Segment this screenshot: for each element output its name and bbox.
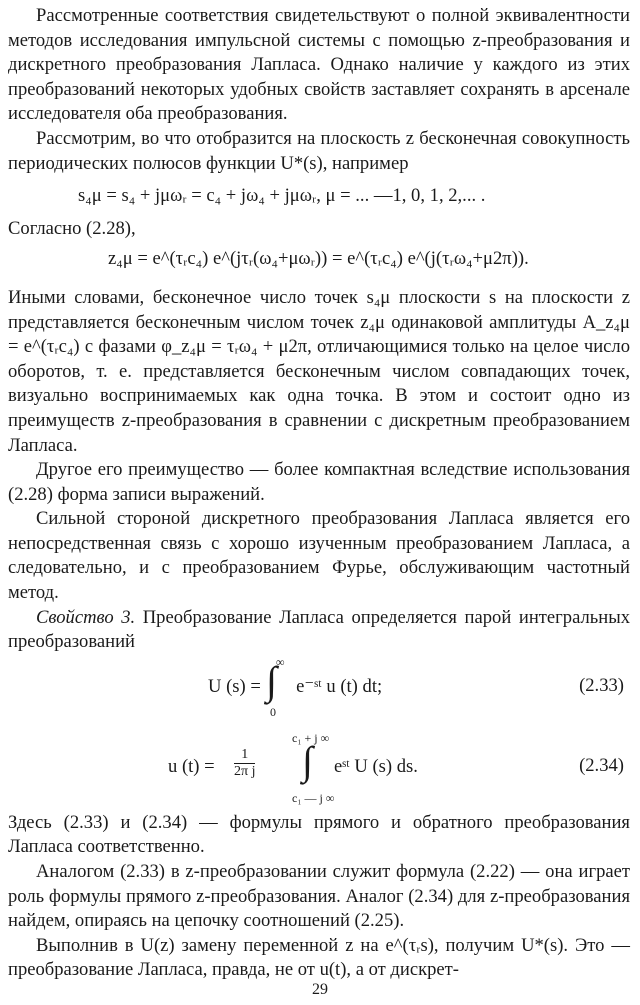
paragraph-equivalence: Рассмотренные соответствия свидетельствуют о полной эквивалентности методов исследования импульсной системы с помощью z-преобразования и дискретного преобразования Лапласа. Однако наличие у каждого из этих преобразований некоторых удобных свойств заставляет сохранять в арсенале исследователя оба преобразования. — [8, 5, 630, 125]
paragraph-property-3 — [8, 606, 630, 655]
eq2-lower-limit: c₁ — j ∞ — [292, 790, 335, 805]
paragraph-poles: Рассмотрим, во что отобразится на плоскость z бесконечная совокупность периодических полюсов функции U*(s), например — [8, 127, 630, 174]
eq1-lower-limit: 0 — [270, 704, 276, 719]
equation-2-33-body — [208, 675, 382, 700]
integral-sign-1: ∫ — [266, 657, 277, 703]
equation-number-2-33: (2.33) — [579, 674, 624, 696]
eq2-right: eˢᵗ U (s) ds. — [333, 755, 418, 777]
property-label: Свойство 3. — [36, 606, 136, 628]
paragraph-here: Здесь (2.33) и (2.34) — формулы прямого и обратного преобразования Лапласа соответственно. — [8, 811, 630, 858]
formula-z4mu: z₄μ = e^(τᵣc₄) e^(jτᵣ(ω₄+μωᵣ)) = e^(τᵣc₄) e^(j(τᵣω₄+μ2π)). — [108, 248, 529, 270]
paragraph-strength: Сильной стороной дискретного преобразования Лапласа является его непосредственная связь с хорошо изученным преобразованием Лапласа, а следовательно, и с преобразованием Фурье, обслуживающим частотный метод. — [8, 508, 630, 604]
property-text: Преобразование Лапласа определяется парой интегральных преобразований — [8, 606, 630, 653]
paragraph-substitution: Выполнив в U(z) замену переменной z на e^(τᵣs), получим U*(s). Это — преобразование Лапласа, правда, не от u(t), а от дискрет- — [8, 934, 630, 981]
equation-2-34-body — [168, 755, 418, 780]
paragraph-infinite-points: Иными словами, бесконечное число точек s₄μ плоскости s на плоскости z представляется бесконечным числом точек z₄μ одинаковой амплитуды A_z₄μ = e^(τᵣc₄) с фазами φ_z₄μ = τᵣω₄ + μ2π, отличающимися только на целое число оборотов, т. е. представляется бесконечным числом совпадающих точек, визуально воспринимаемых как одна точка. В этом и состоит одно из преимуществ z-преобразования в сравнении с дискретным преобразованием Лапласа. — [8, 286, 630, 456]
eq1-left: U (s) = — [208, 675, 261, 697]
equation-2-34 — [8, 729, 630, 811]
eq2-upper-limit: c₁ + j ∞ — [292, 730, 330, 745]
eq2-frac-numerator: 1 — [234, 747, 255, 764]
eq1-right: e⁻ˢᵗ u (t) dt; — [296, 675, 383, 697]
integral-sign-2: ∫ — [302, 737, 313, 783]
paragraph-according: Согласно (2.28), — [8, 217, 136, 239]
equation-2-33 — [8, 655, 630, 725]
eq2-fraction — [234, 747, 255, 780]
eq2-left: u (t) = — [168, 755, 215, 777]
eq1-upper-limit: ∞ — [276, 654, 285, 669]
paragraph-advantage: Другое его преимущество — более компактная вследствие использования (2.28) форма записи выражений. — [8, 459, 630, 505]
page-number: 29 — [312, 981, 328, 998]
eq2-frac-denominator: 2π j — [234, 763, 256, 779]
equation-number-2-34: (2.34) — [579, 754, 624, 776]
paragraph-analog: Аналогом (2.33) в z-преобразовании служит формула (2.22) — она играет роль формулы прямого z-преобразования. Аналог (2.34) для z-преобразования найдем, опираясь на цепочку соотношений (2.25). — [8, 861, 630, 932]
formula-s4mu: s₄μ = s₄ + jμωᵣ = c₄ + jω₄ + jμωᵣ, μ = ... —1, 0, 1, 2,... . — [78, 185, 486, 207]
